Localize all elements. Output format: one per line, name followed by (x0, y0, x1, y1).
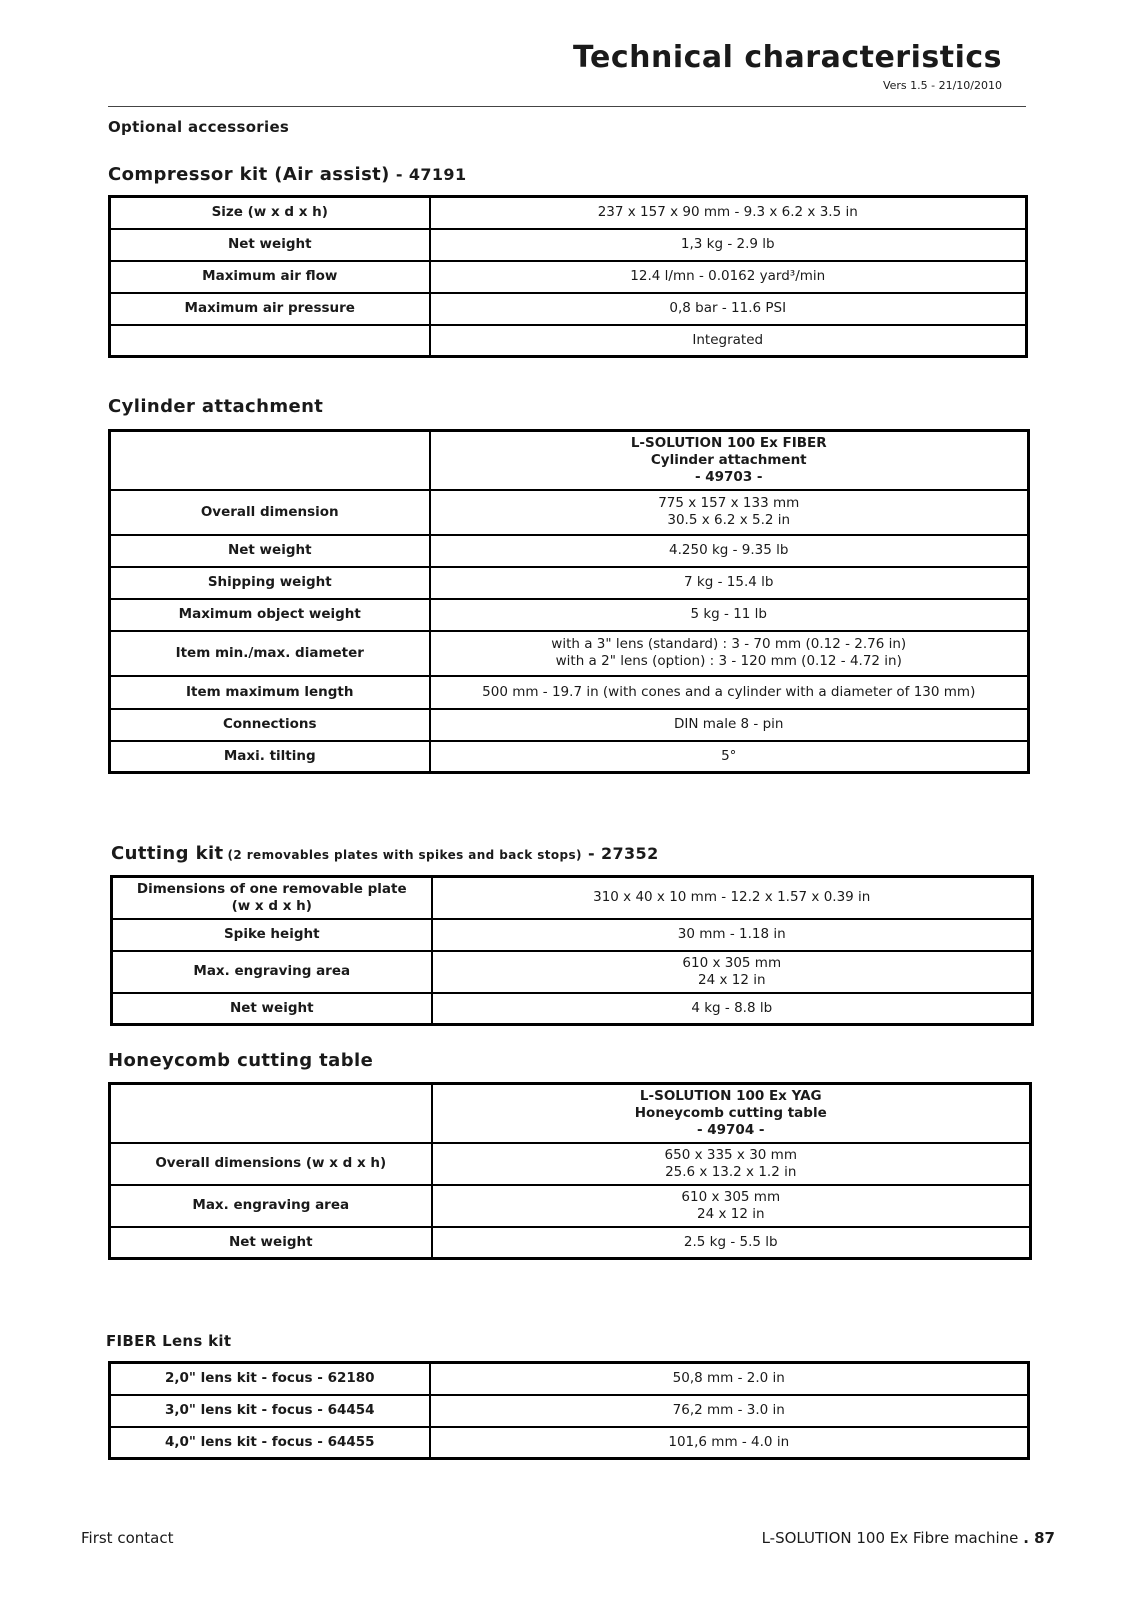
footer-document (762, 1529, 1055, 1547)
cutting-note: (2 removables plates with spikes and back stops) (227, 848, 582, 862)
table-row (112, 993, 1033, 1025)
compressor-table (108, 195, 1028, 358)
table-row (110, 197, 1027, 229)
spec-key (110, 325, 430, 357)
spec-value: Integrated (430, 325, 1027, 357)
table-row (110, 1395, 1029, 1427)
spec-value: 7 kg - 15.4 lb (430, 567, 1029, 599)
spec-value: 5° (430, 741, 1029, 773)
table-row (110, 490, 1029, 535)
table-row (112, 951, 1033, 993)
lens-heading: FIBER Lens kit (106, 1332, 232, 1350)
section-label: Optional accessories (108, 118, 290, 136)
cylinder-table (108, 429, 1030, 774)
product-subtitle: Honeycomb cutting table (634, 1104, 827, 1121)
spec-value: 775 x 157 x 133 mm 30.5 x 6.2 x 5.2 in (430, 490, 1029, 535)
spec-key: Net weight (110, 535, 430, 567)
product-name: L-SOLUTION 100 Ex FIBER (630, 434, 827, 451)
spec-key: 3,0" lens kit - focus - 64454 (110, 1395, 430, 1427)
cutting-ref: - 27352 (587, 844, 659, 863)
spec-value: 101,6 mm - 4.0 in (430, 1427, 1029, 1459)
footer-title: L-SOLUTION 100 Ex Fibre machine (761, 1529, 1019, 1547)
spec-key: Overall dimensions (w x d x h) (110, 1143, 432, 1185)
spec-value: 12.4 l/mn - 0.0162 yard³/min (430, 261, 1027, 293)
table-row (110, 1363, 1029, 1395)
spec-value: 500 mm - 19.7 in (with cones and a cylinder with a diameter of 130 mm) (430, 676, 1029, 709)
header-divider (108, 106, 1026, 107)
spec-key: Net weight (112, 993, 432, 1025)
lens-table (108, 1361, 1030, 1460)
table-row (112, 877, 1033, 919)
product-subtitle: Cylinder attachment (650, 451, 807, 468)
compressor-title: Compressor kit (Air assist) (108, 164, 390, 185)
product-name: L-SOLUTION 100 Ex YAG (639, 1087, 822, 1104)
table-row (110, 1427, 1029, 1459)
table-row (110, 261, 1027, 293)
page-number: . 87 (1023, 1529, 1055, 1547)
spec-key: Max. engraving area (112, 951, 432, 993)
spec-key: Item maximum length (110, 676, 430, 709)
table-row (110, 631, 1029, 676)
honeycomb-heading: Honeycomb cutting table (108, 1050, 374, 1071)
spec-value: 76,2 mm - 3.0 in (430, 1395, 1029, 1427)
spec-key: Maximum air flow (110, 261, 430, 293)
spec-key: Net weight (110, 1227, 432, 1259)
spec-value: 50,8 mm - 2.0 in (430, 1363, 1029, 1395)
table-header-row (110, 1084, 1031, 1143)
spec-value: 30 mm - 1.18 in (432, 919, 1033, 951)
spec-value: 0,8 bar - 11.6 PSI (430, 293, 1027, 325)
spec-value: 2.5 kg - 5.5 lb (432, 1227, 1031, 1259)
table-row (110, 229, 1027, 261)
spec-value: DIN male 8 - pin (430, 709, 1029, 741)
cutting-title: Cutting kit (111, 843, 224, 864)
spec-key: Spike height (112, 919, 432, 951)
table-row (110, 535, 1029, 567)
product-header (432, 1084, 1031, 1143)
compressor-ref: - 47191 (395, 165, 467, 184)
version-label: Vers 1.5 - 21/10/2010 (882, 79, 1002, 92)
spec-key: Max. engraving area (110, 1185, 432, 1227)
table-header-row (110, 431, 1029, 490)
spec-key: Connections (110, 709, 430, 741)
table-row (110, 1143, 1031, 1185)
table-row (112, 919, 1033, 951)
spec-key: Maximum object weight (110, 599, 430, 631)
spec-value: 610 x 305 mm 24 x 12 in (432, 1185, 1031, 1227)
spec-key: 2,0" lens kit - focus - 62180 (110, 1363, 430, 1395)
product-ref: - 49704 - (696, 1121, 765, 1138)
spec-key: 4,0" lens kit - focus - 64455 (110, 1427, 430, 1459)
empty-cell (110, 1084, 432, 1143)
table-row (110, 741, 1029, 773)
compressor-heading (108, 164, 467, 185)
spec-key: Item min./max. diameter (110, 631, 430, 676)
table-row (110, 709, 1029, 741)
spec-key: Net weight (110, 229, 430, 261)
product-ref: - 49703 - (694, 468, 763, 485)
table-row (110, 293, 1027, 325)
spec-key: Maximum air pressure (110, 293, 430, 325)
cutting-table (110, 875, 1034, 1026)
spec-key: Shipping weight (110, 567, 430, 599)
table-row (110, 1227, 1031, 1259)
table-row (110, 599, 1029, 631)
honeycomb-table (108, 1082, 1032, 1260)
cylinder-heading: Cylinder attachment (108, 396, 324, 417)
spec-key: Size (w x d x h) (110, 197, 430, 229)
product-header (430, 431, 1029, 490)
table-row (110, 676, 1029, 709)
page-title: Technical characteristics (573, 40, 1002, 75)
empty-cell (110, 431, 430, 490)
table-row (110, 567, 1029, 599)
spec-value: 610 x 305 mm 24 x 12 in (432, 951, 1033, 993)
footer-section: First contact (81, 1529, 174, 1547)
table-row (110, 325, 1027, 357)
cutting-heading (111, 843, 659, 864)
spec-value: with a 3" lens (standard) : 3 - 70 mm (0.12 - 2.76 in) with a 2" lens (option) : 3 - 120 mm (0.12 - 4.72 in) (430, 631, 1029, 676)
table-row (110, 1185, 1031, 1227)
spec-key: Maxi. tilting (110, 741, 430, 773)
spec-value: 4.250 kg - 9.35 lb (430, 535, 1029, 567)
spec-value: 1,3 kg - 2.9 lb (430, 229, 1027, 261)
spec-value: 5 kg - 11 lb (430, 599, 1029, 631)
spec-value: 650 x 335 x 30 mm 25.6 x 13.2 x 1.2 in (432, 1143, 1031, 1185)
spec-value: 310 x 40 x 10 mm - 12.2 x 1.57 x 0.39 in (432, 877, 1033, 919)
spec-value: 237 x 157 x 90 mm - 9.3 x 6.2 x 3.5 in (430, 197, 1027, 229)
spec-value: 4 kg - 8.8 lb (432, 993, 1033, 1025)
spec-key: Overall dimension (110, 490, 430, 535)
spec-key: Dimensions of one removable plate (w x d x h) (112, 877, 432, 919)
